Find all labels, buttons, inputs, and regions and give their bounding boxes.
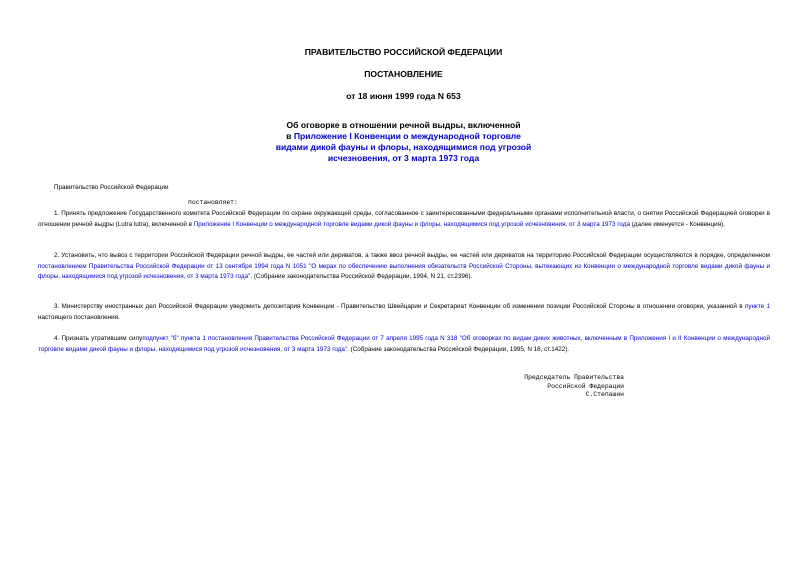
title-line-2-prefix: в: [286, 131, 294, 141]
paragraph-4-text-a: 4. Признать утратившим силу: [54, 335, 143, 342]
title-line-2: [0, 131, 807, 142]
document-date-number: от 18 июня 1999 года N 653: [346, 91, 461, 101]
paragraph-1-text-a: 1. Принять предложение Государственного комитета Российской Федерации по охране окружающей среды, согласованное с заинтересованными федеральными органами исполнительной власти, о снятии Российской Федерацией оговорки в отношении речной выдры (Lutra lutra), включенной в: [38, 210, 770, 228]
paragraph-2-text-a: 2. Установить, что вывоз с территории Российской Федерации речной выдры, ее частей или дериватов, а также ввоз речной выдры, ее частей или дериватов на территорию Российской Федерации осуществляются в порядке, определенном: [54, 252, 770, 259]
paragraph-3-text-a: 3. Министерству иностранных дел Российской Федерации уведомить депозитария Конвенции - Правительство Швейцарии и Секретариат Конвенции об изменении позиции Российской Стороны в отношении оговорки, указанной в: [54, 303, 745, 310]
signature-line-3: С.Степашин: [585, 391, 624, 399]
signature-block: [500, 374, 624, 400]
resolves-text: постановляет:: [188, 199, 238, 206]
signature-line-1: Председатель Правительства: [524, 374, 624, 381]
title-line-1: Об оговорке в отношении речной выдры, включенной: [286, 120, 521, 130]
paragraph-2-text-b: . (Собрание законодательства Российской Федерации, 1994, N 21, ст.2396).: [250, 273, 473, 281]
resolution-318-link[interactable]: подпункт "б" пункта 1 постановления Правительства Российской Федерации от 7 апреля 1995 года N 318 "Об оговорках по видам диких животных, включенным в Приложения I и II Конвенции о международной торговле видами дикой фауны и флоры, находящимися под угрозой исчезновения, от 3 марта 1973 года": [38, 335, 770, 353]
paragraph-4-text-b: . (Собрание законодательства Российской Федерации, 1995, N 16, ст.1422).: [347, 345, 570, 353]
convention-title-link-2[interactable]: видами дикой фауны и флоры, находящимися под угрозой: [275, 142, 532, 152]
paragraph-1: [38, 209, 770, 230]
paragraph-4: [38, 334, 770, 355]
intro-text: Правительство Российской Федерации: [54, 184, 169, 191]
convention-appendix-link[interactable]: Приложение I Конвенции о международной торговле: [293, 131, 521, 141]
paragraph-3-text-b: настоящего постановления.: [38, 313, 120, 321]
paragraph-1-text-b: (далее именуется - Конвенция).: [629, 220, 725, 228]
resolution-1051-link[interactable]: постановлением Правительства Российской Федерации от 13 сентября 1994 года N 1051 "О мерах по обеспечению выполнения обязательств Российской Стороны, вытекающих из Конвенции о международной торговле видами дикой фауны и флоры, находящимися под угрозой исчезновения, от 3 марта 1973 года": [38, 262, 770, 281]
signature-line-2: Российской Федерации: [547, 382, 624, 390]
point-1-link[interactable]: пункте 1: [744, 303, 771, 310]
government-heading: ПРАВИТЕЛЬСТВО РОССИЙСКОЙ ФЕДЕРАЦИИ: [304, 47, 503, 57]
convention-appendix-link-p1[interactable]: Приложение I Конвенции о международной торговле видами дикой фауны и флоры, находящимися под угрозой исчезновения, от 3 марта 1973 года: [193, 220, 630, 228]
paragraph-2: [38, 251, 770, 283]
document-title: [0, 120, 807, 164]
convention-title-link-3[interactable]: исчезновения, от 3 марта 1973 года: [327, 153, 480, 163]
paragraph-3: [38, 302, 770, 323]
document-type: ПОСТАНОВЛЕНИЕ: [364, 69, 443, 79]
